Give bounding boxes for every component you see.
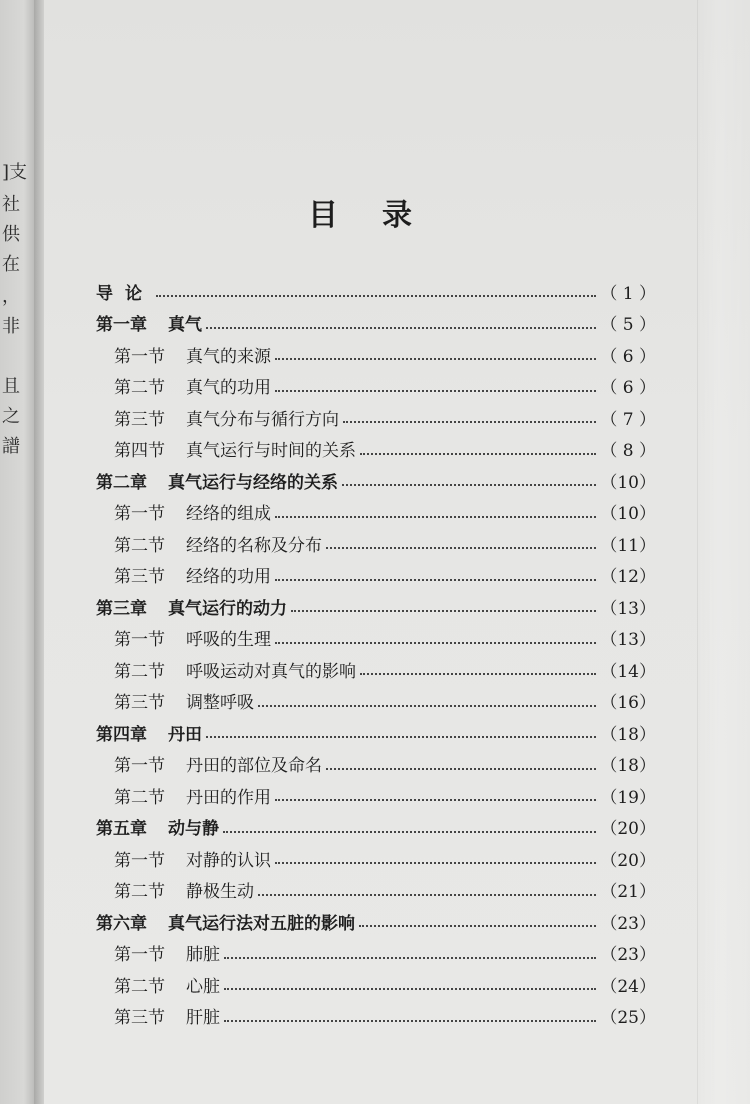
toc-page-number: （23） — [600, 945, 656, 965]
toc-entry-number: 第四节 — [114, 441, 165, 461]
toc-entry-number: 第三节 — [114, 567, 165, 587]
toc-page-number: （20） — [600, 850, 656, 871]
toc-chapter-row — [96, 465, 656, 495]
toc-leader-dots — [326, 768, 596, 770]
toc-entry-title: 真气运行与经络的关系 — [168, 472, 338, 493]
left-page-fragment: 且 — [2, 376, 20, 397]
toc-entry-title: 肺脏 — [186, 945, 220, 965]
toc-entry-number: 第二节 — [114, 882, 165, 902]
toc-page-number: （24） — [600, 976, 656, 997]
toc-entry-title: 丹田 — [168, 724, 202, 745]
left-page-fragment: 譜 — [2, 436, 20, 457]
toc-section-row — [114, 497, 656, 527]
toc-section-row — [114, 686, 656, 716]
toc-entry-title: 调整呼吸 — [186, 693, 254, 713]
toc-page-number: （ 5 ） — [600, 315, 656, 335]
toc-leader-dots — [258, 705, 596, 707]
toc-entry-title: 真气运行法对五脏的影响 — [168, 913, 355, 934]
toc-page-number: （12） — [600, 567, 656, 587]
toc-entry-title: 呼吸运动对真气的影响 — [186, 661, 356, 682]
toc-entry-number: 第二节 — [114, 535, 165, 556]
toc-entry-title: 真气运行的动力 — [168, 598, 287, 619]
toc-leader-dots — [275, 799, 596, 801]
toc-section-row — [114, 969, 656, 999]
toc-entry-number: 第一章 — [96, 315, 147, 335]
toc-page-number: （ 7 ） — [600, 409, 656, 430]
toc-section-row — [114, 1001, 656, 1031]
toc-entry-number: 第四章 — [96, 724, 147, 745]
toc-page-number: （16） — [600, 693, 656, 713]
toc-entry-number: 第一节 — [114, 630, 165, 650]
toc-page-number: （18） — [600, 724, 656, 745]
toc-entry-number: 第一节 — [114, 756, 165, 776]
toc-entry-number: 第三章 — [96, 598, 147, 619]
toc-page-number: （13） — [600, 598, 656, 619]
toc-page-number: （ 1 ） — [600, 283, 656, 304]
toc-section-row — [114, 402, 656, 432]
toc-section-row — [114, 560, 656, 590]
toc-chapter-row — [96, 717, 656, 747]
left-page-fragment: 供 — [2, 224, 20, 245]
toc-section-row — [114, 843, 656, 873]
book-gutter — [34, 0, 44, 1104]
toc-entry-number: 第二节 — [114, 661, 165, 682]
toc-section-row — [114, 749, 656, 779]
toc-entry-title: 真气分布与循行方向 — [186, 409, 339, 430]
toc-section-row — [114, 654, 656, 684]
toc-page-number: （ 6 ） — [600, 378, 656, 398]
toc-chapter-row — [96, 906, 656, 936]
left-page-fragment: 之 — [2, 406, 20, 427]
toc-section-row — [114, 938, 656, 968]
toc-leader-dots — [359, 925, 596, 927]
toc-section-row — [114, 875, 656, 905]
toc-leader-dots — [224, 957, 596, 959]
toc-entry-title: 真气的来源 — [186, 346, 271, 367]
toc-leader-dots — [326, 547, 596, 549]
left-page-fragment: 在 — [2, 254, 20, 275]
toc-leader-dots — [360, 453, 596, 455]
toc-leader-dots — [342, 484, 596, 486]
toc-entry-title: 心脏 — [186, 976, 220, 997]
toc-page-number: （23） — [600, 913, 656, 934]
toc-entry-number: 第二节 — [114, 976, 165, 997]
toc-chapter-row — [96, 276, 656, 306]
toc-chapter-row — [96, 308, 656, 338]
toc-entry-number: 第一节 — [114, 850, 165, 871]
toc-page-number: （21） — [600, 882, 656, 902]
toc-entry-number: 第六章 — [96, 913, 147, 934]
toc-section-row — [114, 434, 656, 464]
toc-chapter-row — [96, 591, 656, 621]
left-page-fragment: ]支 — [2, 162, 28, 183]
toc-leader-dots — [156, 295, 596, 297]
toc-entry-number: 第二节 — [114, 787, 165, 808]
toc-entry-number: 第一节 — [114, 346, 165, 367]
toc-leader-dots — [223, 831, 596, 833]
toc-entry-title: 丹田的作用 — [186, 787, 271, 808]
toc-page-number: （ 8 ） — [600, 441, 656, 461]
toc-entry-title: 真气 — [168, 315, 202, 335]
toc-leader-dots — [224, 988, 596, 990]
toc-leader-dots — [360, 673, 596, 675]
left-page-edge — [0, 0, 34, 1104]
toc-page-number: （13） — [600, 630, 656, 650]
toc-entry-title: 静极生动 — [186, 882, 254, 902]
left-page-fragment: 社 — [2, 194, 20, 215]
left-page-fragment: 非 — [2, 316, 20, 337]
toc-entry-title: 真气的功用 — [186, 378, 271, 398]
toc-page-number: （11） — [600, 535, 656, 556]
toc-section-row — [114, 623, 656, 653]
toc-leader-dots — [275, 516, 596, 518]
toc-section-row — [114, 528, 656, 558]
toc-leader-dots — [275, 390, 596, 392]
toc-entry-number: 第一节 — [114, 945, 165, 965]
toc-leader-dots — [224, 1020, 596, 1022]
toc-entry-title: 真气运行与时间的关系 — [186, 441, 356, 461]
toc-leader-dots — [206, 736, 596, 738]
toc-page-number: （10） — [600, 472, 656, 493]
toc-leader-dots — [258, 894, 596, 896]
toc-entry-title: 经络的名称及分布 — [186, 535, 322, 556]
toc-entry-title: 呼吸的生理 — [186, 630, 271, 650]
toc-entry-title: 丹田的部位及命名 — [186, 756, 322, 776]
toc-section-row — [114, 780, 656, 810]
toc-section-row — [114, 339, 656, 369]
toc-page-number: （14） — [600, 661, 656, 682]
toc-page-number: （25） — [600, 1008, 656, 1028]
toc-entry-number: 第一节 — [114, 504, 165, 524]
toc-leader-dots — [275, 579, 596, 581]
toc-page-number: （ 6 ） — [600, 346, 656, 367]
toc-entry-number: 导论 — [96, 283, 154, 304]
toc-entry-title: 肝脏 — [186, 1008, 220, 1028]
toc-page-number: （20） — [600, 819, 656, 839]
toc-leader-dots — [275, 642, 596, 644]
toc-entry-title: 经络的组成 — [186, 504, 271, 524]
page-title: 目录 — [308, 198, 456, 233]
toc-entry-title: 经络的功用 — [186, 567, 271, 587]
toc-leader-dots — [206, 327, 596, 329]
toc-chapter-row — [96, 812, 656, 842]
toc-entry-number: 第五章 — [96, 819, 147, 839]
toc-leader-dots — [291, 610, 596, 612]
toc-entry-title: 动与静 — [168, 819, 219, 839]
toc-entry-title: 对静的认识 — [186, 850, 271, 871]
toc-page-number: （10） — [600, 504, 656, 524]
toc-entry-number: 第三节 — [114, 693, 165, 713]
toc-section-row — [114, 371, 656, 401]
toc-entry-number: 第三节 — [114, 409, 165, 430]
page-edge-highlight — [697, 0, 750, 1104]
toc-entry-number: 第三节 — [114, 1008, 165, 1028]
toc-entry-number: 第二节 — [114, 378, 165, 398]
toc-leader-dots — [275, 358, 596, 360]
toc-page-number: （18） — [600, 756, 656, 776]
toc-leader-dots — [275, 862, 596, 864]
toc-page-number: （19） — [600, 787, 656, 808]
left-page-fragment: ， — [2, 286, 20, 307]
toc-leader-dots — [343, 421, 596, 423]
toc-entry-number: 第二章 — [96, 472, 147, 493]
